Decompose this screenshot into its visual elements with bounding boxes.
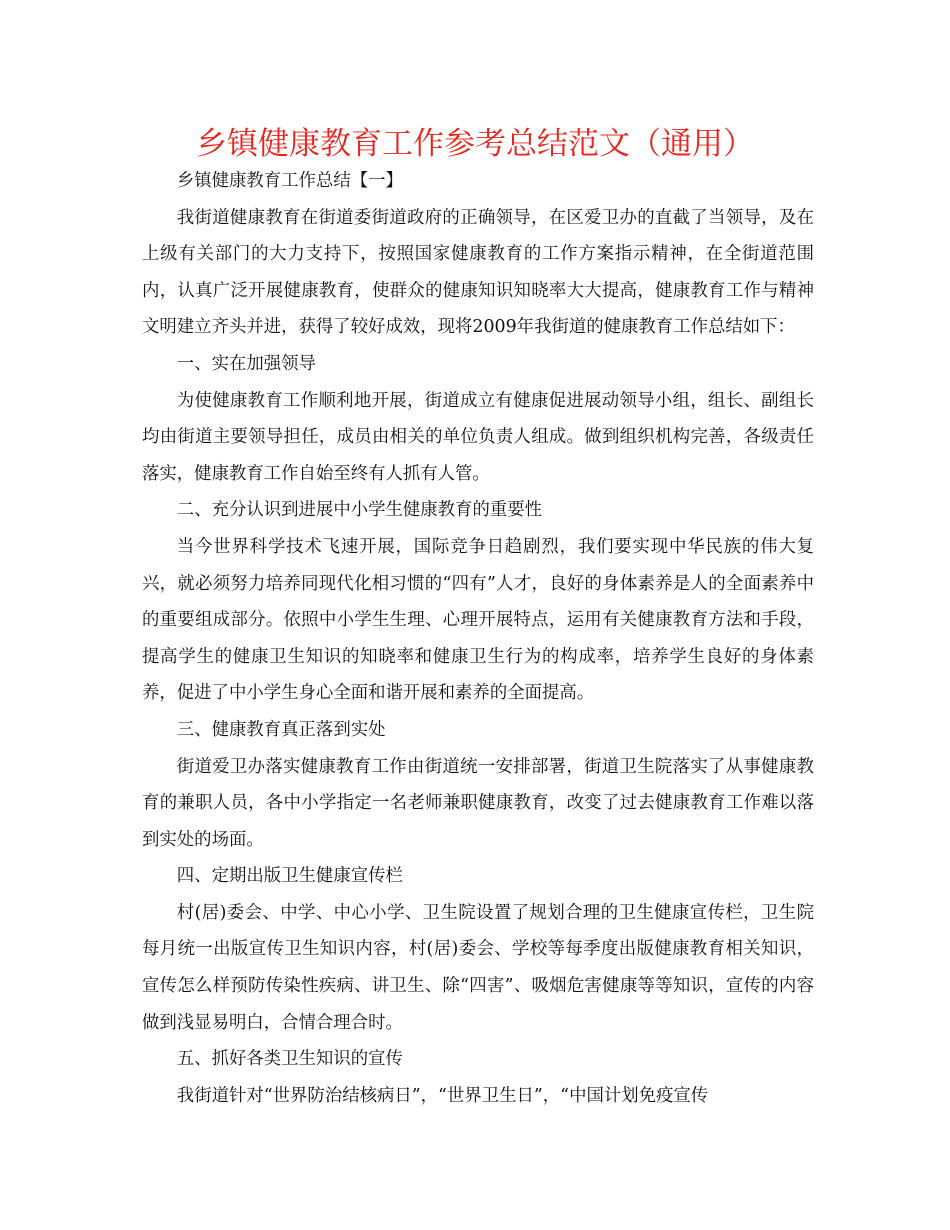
- section-heading: 五、抓好各类卫生知识的宣传: [176, 1049, 403, 1070]
- section-heading: 一、实在加强领导: [176, 353, 316, 374]
- paragraph: 村(居)委会、中学、中心小学、卫生院设置了规划合理的卫生健康宣传栏，卫生院每月统一出版宣传卫生知识内容，村(居)委会、学校等每季度出版健康教育相关知识，宣传怎么样预防传染性疾病、讲卫生、除“四害”、吸烟危害健康等等知识，宣传的内容做到浅显易明白，合情合理合时。: [142, 902, 814, 1033]
- section-heading: 乡镇健康教育工作总结【一】: [176, 171, 403, 191]
- paragraph: 为使健康教育工作顺利地开展，街道成立有健康促进展动领导小组，组长、副组长均由街道主要领导担任，成员由相关的单位负责人组成。做到组织机构完善，各级责任落实，健康教育工作自始至终有人抓有人管。: [142, 390, 814, 484]
- section-heading: 三、健康教育真正落到实处: [176, 719, 386, 740]
- paragraph: 街道爱卫办落实健康教育工作由街道统一安排部署，街道卫生院落实了从事健康教育的兼职人员，各中小学指定一名老师兼职健康教育，改变了过去健康教育工作难以落到实处的场面。: [142, 756, 814, 850]
- section-heading: 二、充分认识到进展中小学生健康教育的重要性: [176, 500, 543, 521]
- paragraph: 我街道针对“世界防治结核病日”，“世界卫生日”，“中国计划免疫宣传: [176, 1085, 709, 1106]
- section-heading: 四、定期出版卫生健康宣传栏: [176, 866, 403, 887]
- document-title: 乡镇健康教育工作参考总结范文（通用）: [196, 126, 754, 162]
- paragraph: 我街道健康教育在街道委街道政府的正确领导，在区爱卫办的直截了当领导，及在上级有关部门的大力支持下，按照国家健康教育的工作方案指示精神，在全街道范围内，认真广泛开展健康教育，使群众的健康知识知晓率大大提高，健康教育工作与精神文明建立齐头并进，获得了较好成效，现将2009年我街道的健康教育工作总结如下：: [142, 207, 814, 338]
- paragraph: 当今世界科学技术飞速开展，国际竞争日趋剧烈，我们要实现中华民族的伟大复兴，就必须努力培养同现代化相习惯的“四有”人才，良好的身体素养是人的全面素养中的重要组成部分。依照中小学生生理、心理开展特点，运用有关健康教育方法和手段，提高学生的健康卫生知识的知晓率和健康卫生行为的构成率，培养学生良好的身体素养，促进了中小学生身心全面和谐开展和素养的全面提高。: [142, 536, 814, 704]
- document-body: [142, 163, 814, 1114]
